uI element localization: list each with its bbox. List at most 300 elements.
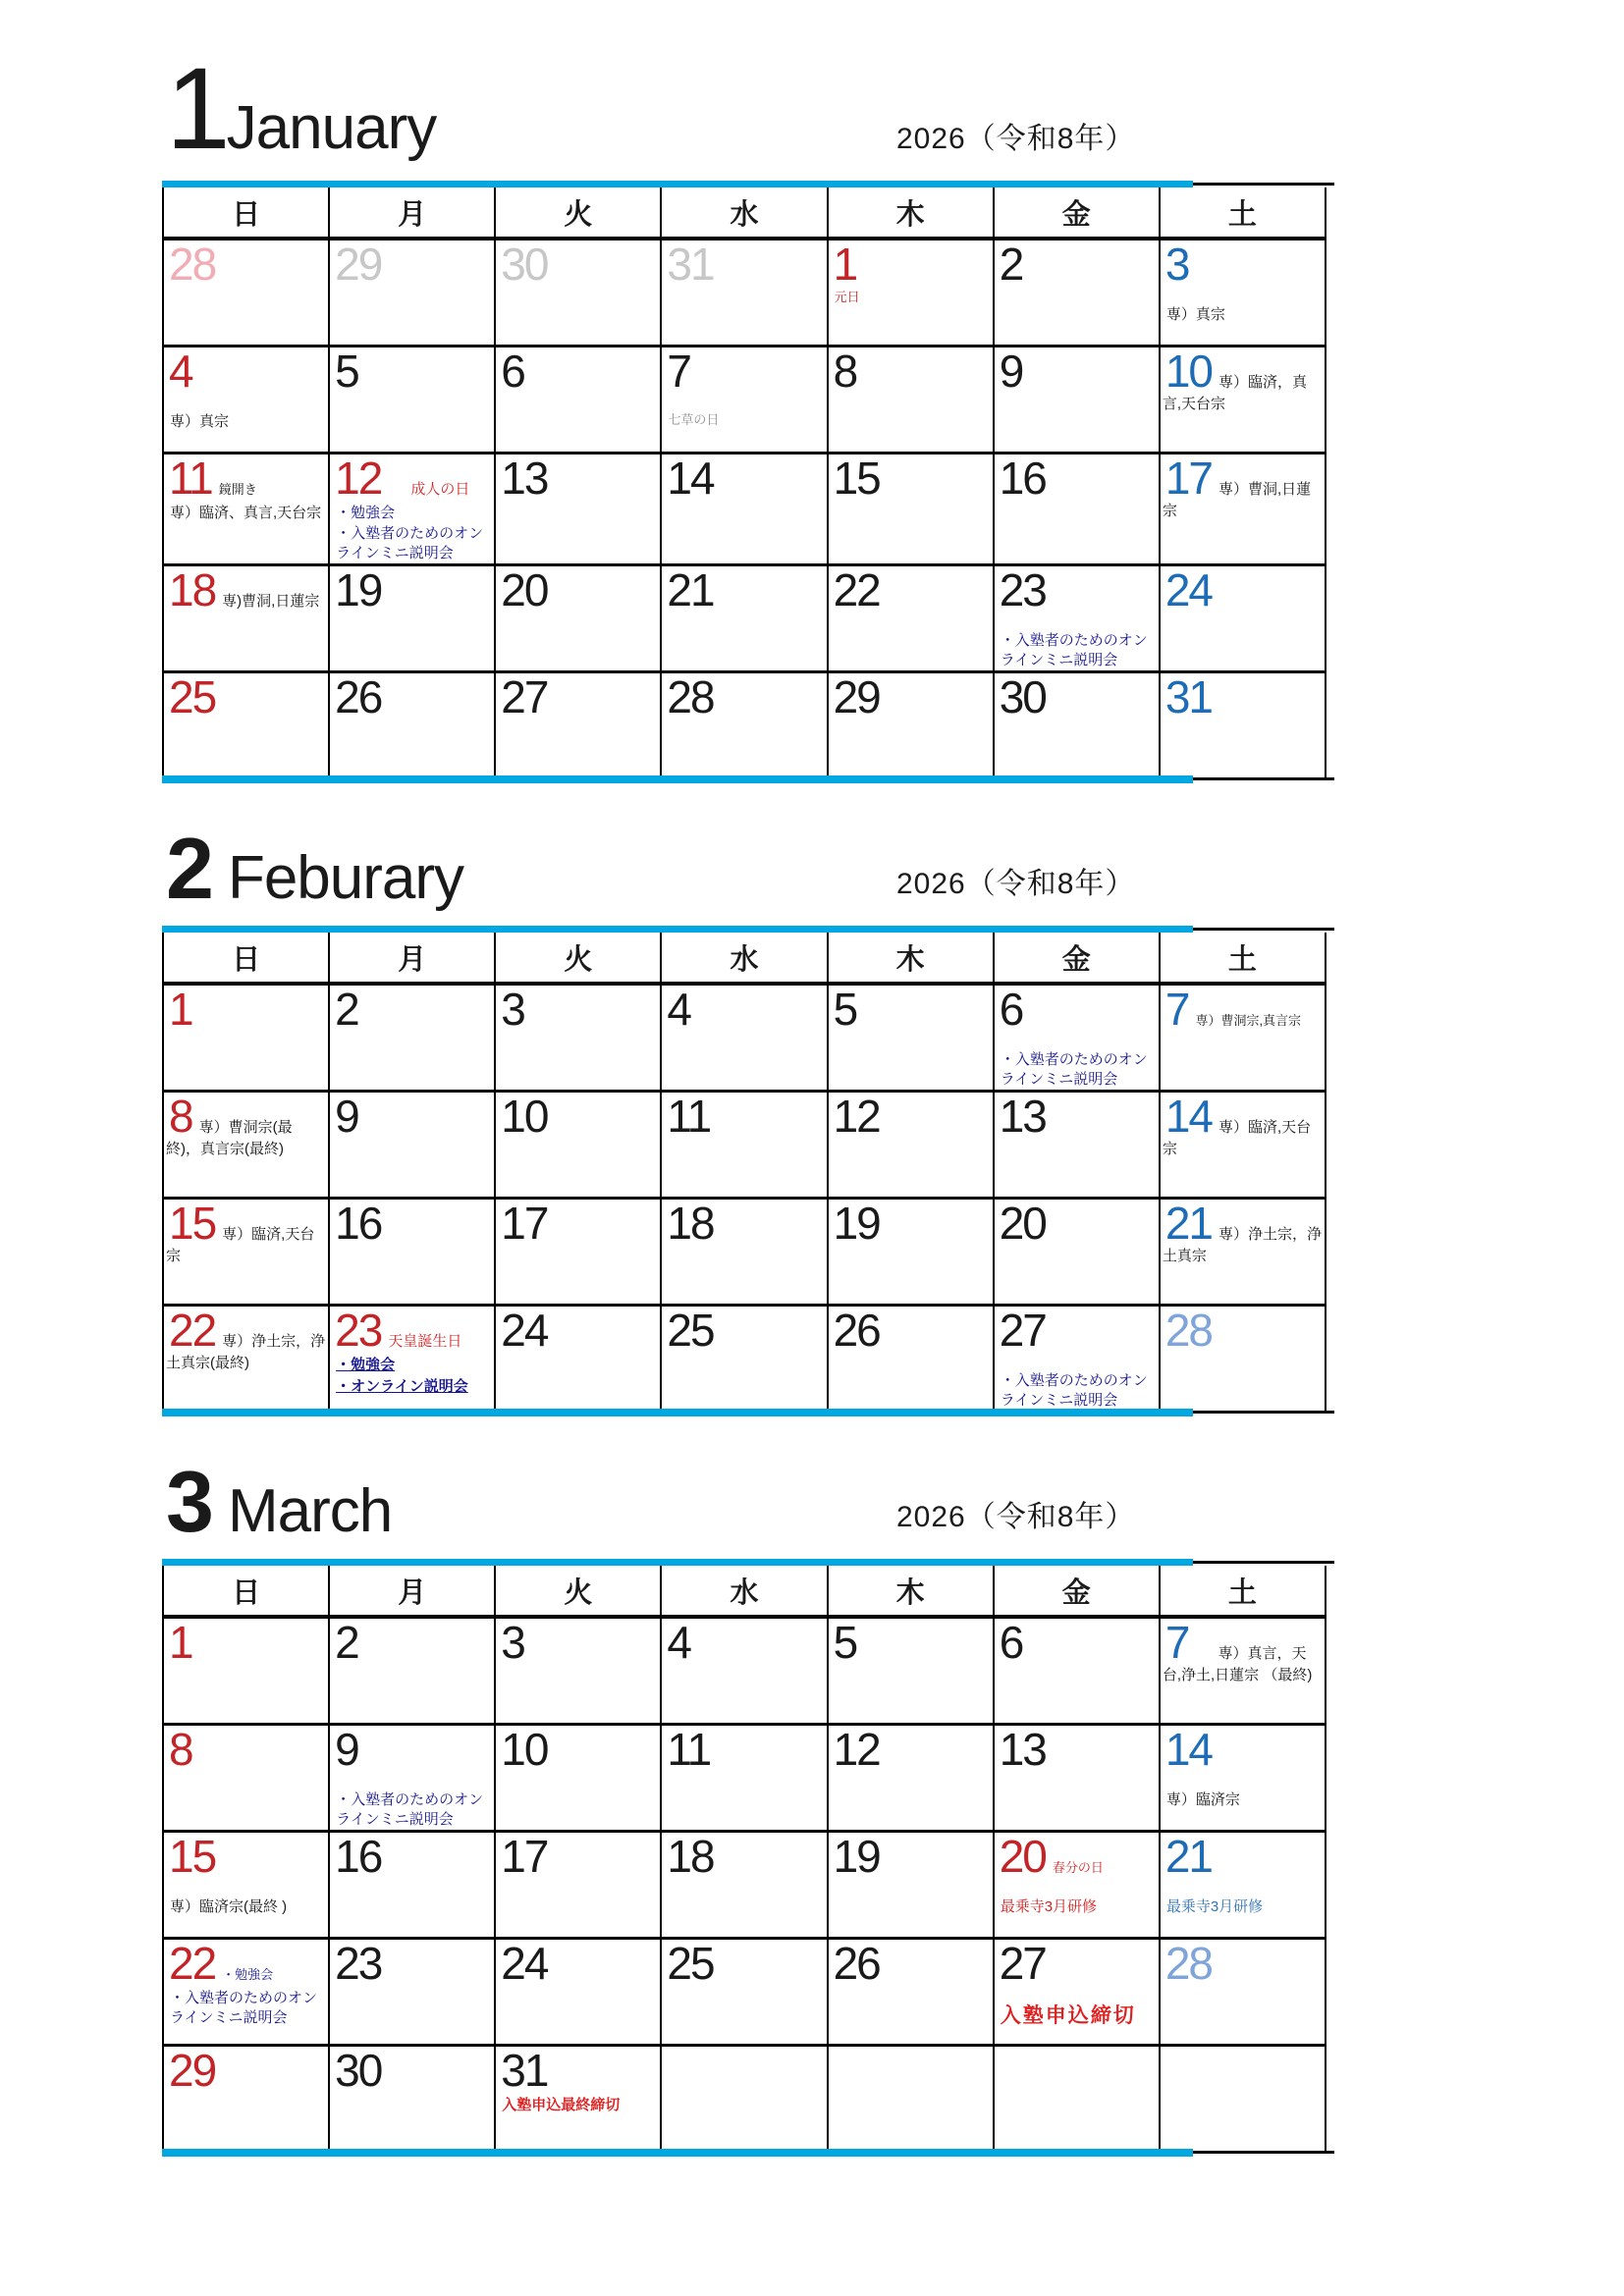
feburary-day-22 bbox=[163, 1306, 329, 1412]
feburary-day-10 bbox=[495, 1092, 661, 1199]
march-day-25 bbox=[661, 1939, 827, 2046]
day-note: 専)曹洞,日蓮宗 bbox=[222, 593, 320, 611]
january-day-6 bbox=[495, 347, 661, 454]
cyan-line-segment bbox=[162, 775, 1193, 783]
day-number: 1 bbox=[169, 984, 192, 1036]
march-day-3 bbox=[495, 1617, 661, 1725]
day-number: 21 bbox=[1164, 1831, 1213, 1883]
day-number: 29 bbox=[169, 2045, 216, 2097]
january-day-27 bbox=[495, 672, 661, 778]
march-day-2 bbox=[329, 1617, 495, 1725]
day-note: 専）真宗 bbox=[1165, 305, 1225, 323]
feburary-day-19 bbox=[828, 1199, 994, 1306]
day-number: 11 bbox=[169, 453, 212, 504]
week-row bbox=[163, 347, 1326, 454]
black-line-segment bbox=[1193, 1561, 1335, 1564]
day-number: 23 bbox=[335, 1938, 382, 1990]
january-day-14 bbox=[661, 454, 827, 565]
day-note: ・入塾者のためのオンラインミニ説明会 bbox=[1000, 1051, 1148, 1088]
cyan-line-segment bbox=[162, 926, 1193, 933]
day-number: 23 bbox=[335, 1305, 382, 1357]
march-day-7 bbox=[1160, 1617, 1326, 1725]
day-number: 19 bbox=[833, 1198, 880, 1250]
calendar-table bbox=[162, 933, 1326, 1411]
day-number: 15 bbox=[833, 453, 880, 504]
day-number: 16 bbox=[999, 453, 1046, 504]
january-day-12 bbox=[329, 454, 495, 565]
march-day-31 bbox=[495, 2046, 661, 2152]
day-number: 20 bbox=[999, 1831, 1046, 1883]
march-day-15 bbox=[163, 1832, 329, 1939]
empty-cell bbox=[661, 2046, 827, 2152]
march-day-22 bbox=[163, 1939, 329, 2046]
feburary-day-17 bbox=[495, 1199, 661, 1306]
march-day-16 bbox=[329, 1832, 495, 1939]
month-number: 2 bbox=[166, 820, 210, 918]
day-note: ・入塾者のためのオンラインミニ説明会 bbox=[1000, 1372, 1148, 1409]
day-number: 31 bbox=[667, 239, 714, 290]
weekday-header: 月 bbox=[329, 187, 495, 239]
year-label: 2026（令和8年） bbox=[896, 868, 1136, 901]
day-number: 31 bbox=[1164, 671, 1213, 723]
weekday-header: 木 bbox=[828, 1566, 994, 1617]
day-number: 13 bbox=[999, 1091, 1046, 1143]
month-title-row bbox=[162, 44, 1326, 174]
empty-cell bbox=[994, 2046, 1160, 2152]
day-number: 8 bbox=[169, 1724, 192, 1776]
day-note: 入塾申込最終締切 bbox=[502, 2097, 621, 2114]
day-number: 10 bbox=[501, 1724, 548, 1776]
day-number: 19 bbox=[833, 1831, 880, 1883]
march-day-18 bbox=[661, 1832, 827, 1939]
day-note: 専）浄土宗，浄土真宗(最終) bbox=[166, 1333, 326, 1372]
day-note: 専）曹洞宗,真言宗 bbox=[1195, 1013, 1302, 1029]
march-day-13 bbox=[994, 1725, 1160, 1832]
day-number: 4 bbox=[169, 346, 192, 397]
march-day-20 bbox=[994, 1832, 1160, 1939]
january-day-4 bbox=[163, 347, 329, 454]
accent-line-top bbox=[162, 1559, 1326, 1566]
day-note: 専）臨済、真言,天台宗 bbox=[170, 504, 322, 521]
day-number: 22 bbox=[169, 1305, 216, 1357]
day-number: 27 bbox=[999, 1938, 1046, 1990]
weekday-header: 日 bbox=[163, 1566, 329, 1617]
day-number: 27 bbox=[999, 1305, 1046, 1357]
january-day-26 bbox=[329, 672, 495, 778]
january-day-20 bbox=[495, 565, 661, 672]
march-day-6 bbox=[994, 1617, 1160, 1725]
january-day-21 bbox=[661, 565, 827, 672]
january-day-22 bbox=[828, 565, 994, 672]
day-note: 入塾申込締切 bbox=[1000, 2004, 1136, 2028]
day-number: 26 bbox=[833, 1938, 880, 1990]
day-note: ・入塾者のためのオンラインミニ説明会 bbox=[336, 525, 484, 561]
march-day-19 bbox=[828, 1832, 994, 1939]
day-number: 9 bbox=[335, 1724, 358, 1776]
day-number: 3 bbox=[501, 1617, 524, 1669]
day-number: 3 bbox=[501, 984, 524, 1036]
accent-line-top bbox=[162, 926, 1326, 933]
day-number: 20 bbox=[999, 1198, 1046, 1250]
week-row bbox=[163, 984, 1326, 1092]
january-day-24 bbox=[1160, 565, 1326, 672]
month-calendar bbox=[162, 1559, 1326, 2156]
weekday-header: 火 bbox=[495, 187, 661, 239]
calendar-body bbox=[163, 984, 1326, 1411]
january-day-28 bbox=[163, 239, 329, 347]
weekday-header: 月 bbox=[329, 1566, 495, 1617]
march-day-4 bbox=[661, 1617, 827, 1725]
day-number: 5 bbox=[833, 984, 857, 1036]
day-number: 13 bbox=[501, 453, 548, 504]
month-section-feburary bbox=[162, 820, 1326, 1415]
january-day-31 bbox=[1160, 672, 1326, 778]
day-note: 最乗寺3月研修 bbox=[1000, 1898, 1098, 1916]
day-note: 天皇誕生日 bbox=[388, 1333, 462, 1351]
feburary-day-9 bbox=[329, 1092, 495, 1199]
month-name: January bbox=[226, 94, 437, 162]
day-note: ・勉強会 bbox=[336, 504, 396, 521]
day-number: 21 bbox=[667, 564, 714, 616]
feburary-day-23 bbox=[329, 1306, 495, 1412]
march-day-23 bbox=[329, 1939, 495, 2046]
january-day-16 bbox=[994, 454, 1160, 565]
weekday-header: 土 bbox=[1160, 933, 1326, 984]
january-day-19 bbox=[329, 565, 495, 672]
day-note: 専）臨済,天台宗 bbox=[166, 1226, 315, 1265]
weekday-header-row bbox=[163, 187, 1326, 239]
weekday-header: 火 bbox=[495, 933, 661, 984]
january-day-30 bbox=[495, 239, 661, 347]
accent-line-bottom bbox=[162, 1409, 1326, 1415]
weekday-header: 月 bbox=[329, 933, 495, 984]
feburary-day-15 bbox=[163, 1199, 329, 1306]
march-day-26 bbox=[828, 1939, 994, 2046]
day-note: 専）真言，天台,浄土,日蓮宗 （最終) bbox=[1162, 1645, 1313, 1684]
day-number: 30 bbox=[999, 671, 1046, 723]
day-number: 2 bbox=[335, 984, 358, 1036]
day-number: 28 bbox=[1164, 1305, 1213, 1357]
day-note: 専）浄土宗，浄土真宗 bbox=[1162, 1226, 1323, 1265]
day-number: 12 bbox=[833, 1091, 880, 1143]
day-number: 17 bbox=[501, 1198, 548, 1250]
january-day-3 bbox=[1160, 239, 1326, 347]
day-note: ・入塾者のためのオンラインミニ説明会 bbox=[1000, 632, 1148, 668]
march-day-5 bbox=[828, 1617, 994, 1725]
black-line-segment bbox=[1193, 1411, 1335, 1414]
day-number: 7 bbox=[667, 346, 691, 397]
feburary-day-12 bbox=[828, 1092, 994, 1199]
empty-cell bbox=[828, 2046, 994, 2152]
accent-line-bottom bbox=[162, 2149, 1326, 2156]
cyan-line-segment bbox=[162, 1559, 1193, 1566]
month-title-row bbox=[162, 820, 1326, 918]
day-number: 6 bbox=[999, 1617, 1023, 1669]
day-number: 7 bbox=[1164, 984, 1189, 1036]
month-section-march bbox=[162, 1453, 1326, 2156]
day-note: 七草の日 bbox=[668, 411, 720, 427]
day-number: 23 bbox=[999, 564, 1046, 616]
month-number: 3 bbox=[166, 1453, 210, 1551]
accent-line-bottom bbox=[162, 775, 1326, 782]
weekday-header: 水 bbox=[661, 187, 827, 239]
day-note: 成人の日 bbox=[410, 481, 470, 498]
feburary-day-21 bbox=[1160, 1199, 1326, 1306]
march-day-9 bbox=[329, 1725, 495, 1832]
january-day-28 bbox=[661, 672, 827, 778]
day-number: 17 bbox=[1164, 453, 1213, 504]
day-number: 21 bbox=[1164, 1198, 1213, 1250]
day-note: 元日 bbox=[834, 289, 860, 304]
weekday-header: 金 bbox=[994, 187, 1160, 239]
day-number: 12 bbox=[833, 1724, 880, 1776]
week-row bbox=[163, 1199, 1326, 1306]
day-number: 10 bbox=[501, 1091, 548, 1143]
day-note: 専）曹洞宗(最終)，真言宗(最終) bbox=[166, 1119, 293, 1158]
week-row bbox=[163, 1939, 1326, 2046]
day-number: 15 bbox=[169, 1198, 216, 1250]
calendar-body bbox=[163, 239, 1326, 777]
day-number: 25 bbox=[667, 1938, 714, 1990]
feburary-day-5 bbox=[828, 984, 994, 1092]
week-row bbox=[163, 1306, 1326, 1412]
day-number: 22 bbox=[169, 1938, 216, 1990]
march-day-29 bbox=[163, 2046, 329, 2152]
day-number: 5 bbox=[335, 346, 358, 397]
day-number: 2 bbox=[335, 1617, 358, 1669]
day-number: 12 bbox=[335, 453, 382, 504]
feburary-day-28 bbox=[1160, 1306, 1326, 1412]
week-row bbox=[163, 1617, 1326, 1725]
january-day-18 bbox=[163, 565, 329, 672]
weekday-header: 水 bbox=[661, 1566, 827, 1617]
calendar-table bbox=[162, 187, 1326, 777]
day-number: 24 bbox=[501, 1305, 548, 1357]
march-day-8 bbox=[163, 1725, 329, 1832]
january-day-15 bbox=[828, 454, 994, 565]
cyan-line-segment bbox=[162, 1409, 1193, 1416]
day-number: 11 bbox=[667, 1724, 711, 1776]
week-row bbox=[163, 672, 1326, 778]
feburary-day-1 bbox=[163, 984, 329, 1092]
weekday-header: 木 bbox=[828, 187, 994, 239]
day-note: ・勉強会 bbox=[336, 1357, 396, 1374]
day-number: 16 bbox=[335, 1831, 382, 1883]
week-row bbox=[163, 1725, 1326, 1832]
day-number: 10 bbox=[1164, 346, 1213, 397]
calendar-body bbox=[163, 1617, 1326, 2151]
day-note: 専）臨済，真言,天台宗 bbox=[1162, 374, 1308, 412]
day-number: 28 bbox=[667, 671, 714, 723]
day-number: 20 bbox=[501, 564, 548, 616]
day-number: 22 bbox=[833, 564, 880, 616]
january-day-30 bbox=[994, 672, 1160, 778]
day-number: 30 bbox=[501, 239, 548, 290]
march-day-10 bbox=[495, 1725, 661, 1832]
day-number: 17 bbox=[501, 1831, 548, 1883]
feburary-day-26 bbox=[828, 1306, 994, 1412]
month-name: March bbox=[227, 1477, 393, 1546]
day-number: 6 bbox=[999, 984, 1023, 1036]
january-day-17 bbox=[1160, 454, 1326, 565]
year-label: 2026（令和8年） bbox=[896, 123, 1136, 155]
march-day-11 bbox=[661, 1725, 827, 1832]
day-number: 29 bbox=[335, 239, 382, 290]
day-note: 最乗寺3月研修 bbox=[1165, 1898, 1264, 1916]
calendar-page bbox=[0, 44, 1624, 2156]
feburary-day-13 bbox=[994, 1092, 1160, 1199]
cyan-line-segment bbox=[162, 2149, 1193, 2157]
day-number: 14 bbox=[1164, 1091, 1213, 1143]
day-note: ・オンライン説明会 bbox=[336, 1377, 468, 1395]
day-note: ・入塾者のためのオンラインミニ説明会 bbox=[170, 1990, 318, 2026]
january-day-29 bbox=[329, 239, 495, 347]
january-day-2 bbox=[994, 239, 1160, 347]
black-line-segment bbox=[1193, 777, 1335, 780]
march-day-12 bbox=[828, 1725, 994, 1832]
day-number: 19 bbox=[335, 564, 382, 616]
january-day-8 bbox=[828, 347, 994, 454]
day-number: 31 bbox=[501, 2045, 548, 2097]
january-day-11 bbox=[163, 454, 329, 565]
day-number: 6 bbox=[501, 346, 524, 397]
week-row bbox=[163, 1092, 1326, 1199]
day-number: 29 bbox=[833, 671, 880, 723]
march-day-30 bbox=[329, 2046, 495, 2152]
day-number: 28 bbox=[169, 239, 216, 290]
march-day-17 bbox=[495, 1832, 661, 1939]
day-note: 専）臨済宗 bbox=[1165, 1791, 1240, 1809]
day-number: 28 bbox=[1164, 1938, 1213, 1990]
day-number: 11 bbox=[667, 1091, 711, 1143]
day-number: 26 bbox=[833, 1305, 880, 1357]
week-row bbox=[163, 454, 1326, 565]
march-day-14 bbox=[1160, 1725, 1326, 1832]
year-label: 2026（令和8年） bbox=[896, 1501, 1136, 1534]
month-number: 1 bbox=[166, 44, 227, 174]
day-note: 専）臨済,天台宗 bbox=[1162, 1119, 1312, 1158]
day-number: 25 bbox=[667, 1305, 714, 1357]
day-note: ・入塾者のためのオンラインミニ説明会 bbox=[336, 1791, 484, 1828]
feburary-day-18 bbox=[661, 1199, 827, 1306]
january-day-29 bbox=[828, 672, 994, 778]
day-number: 1 bbox=[169, 1617, 192, 1669]
day-number: 5 bbox=[833, 1617, 857, 1669]
day-number: 1 bbox=[833, 239, 857, 290]
day-note: 専）真宗 bbox=[170, 412, 230, 430]
day-number: 25 bbox=[169, 671, 216, 723]
day-note: ・勉強会 bbox=[222, 1967, 274, 1983]
black-line-segment bbox=[1193, 183, 1335, 186]
month-name: Feburary bbox=[227, 844, 464, 913]
day-number: 3 bbox=[1164, 239, 1189, 290]
day-number: 14 bbox=[1164, 1724, 1213, 1776]
day-note: 専）臨済宗(最終 ) bbox=[170, 1898, 288, 1916]
weekday-header: 日 bbox=[163, 187, 329, 239]
january-day-23 bbox=[994, 565, 1160, 672]
weekday-header: 土 bbox=[1160, 1566, 1326, 1617]
january-day-31 bbox=[661, 239, 827, 347]
accent-line-top bbox=[162, 181, 1326, 187]
day-number: 15 bbox=[169, 1831, 216, 1883]
week-row bbox=[163, 2046, 1326, 2152]
day-number: 9 bbox=[999, 346, 1023, 397]
day-number: 8 bbox=[833, 346, 857, 397]
feburary-day-25 bbox=[661, 1306, 827, 1412]
day-number: 7 bbox=[1164, 1617, 1189, 1669]
month-title-row bbox=[162, 1453, 1326, 1551]
black-line-segment bbox=[1193, 928, 1335, 931]
day-note: 鏡開き bbox=[218, 482, 257, 497]
day-number: 4 bbox=[667, 984, 691, 1036]
black-line-segment bbox=[1193, 2151, 1335, 2154]
calendar-table bbox=[162, 1566, 1326, 2151]
day-number: 18 bbox=[667, 1198, 714, 1250]
january-day-10 bbox=[1160, 347, 1326, 454]
feburary-day-7 bbox=[1160, 984, 1326, 1092]
feburary-day-4 bbox=[661, 984, 827, 1092]
january-day-25 bbox=[163, 672, 329, 778]
weekday-header: 土 bbox=[1160, 187, 1326, 239]
day-number: 14 bbox=[667, 453, 714, 504]
week-row bbox=[163, 1832, 1326, 1939]
weekday-header: 木 bbox=[828, 933, 994, 984]
weekday-header-row bbox=[163, 1566, 1326, 1617]
day-number: 24 bbox=[501, 1938, 548, 1990]
weekday-header: 金 bbox=[994, 933, 1160, 984]
march-day-1 bbox=[163, 1617, 329, 1725]
day-note: 春分の日 bbox=[1052, 1860, 1104, 1876]
day-number: 4 bbox=[667, 1617, 691, 1669]
march-day-21 bbox=[1160, 1832, 1326, 1939]
march-day-24 bbox=[495, 1939, 661, 2046]
weekday-header-row bbox=[163, 933, 1326, 984]
feburary-day-14 bbox=[1160, 1092, 1326, 1199]
feburary-day-20 bbox=[994, 1199, 1160, 1306]
day-number: 2 bbox=[999, 239, 1023, 290]
week-row bbox=[163, 239, 1326, 347]
weekday-header: 金 bbox=[994, 1566, 1160, 1617]
day-number: 18 bbox=[667, 1831, 714, 1883]
month-calendar bbox=[162, 926, 1326, 1415]
day-number: 18 bbox=[169, 564, 216, 616]
day-note: 専）曹洞,日蓮宗 bbox=[1162, 481, 1312, 519]
day-number: 9 bbox=[335, 1091, 358, 1143]
march-day-28 bbox=[1160, 1939, 1326, 2046]
empty-cell bbox=[1160, 2046, 1326, 2152]
feburary-day-2 bbox=[329, 984, 495, 1092]
january-day-1 bbox=[828, 239, 994, 347]
day-number: 24 bbox=[1164, 564, 1213, 616]
feburary-day-6 bbox=[994, 984, 1160, 1092]
month-section-january bbox=[162, 44, 1326, 782]
cyan-line-segment bbox=[162, 181, 1193, 187]
day-number: 26 bbox=[335, 671, 382, 723]
feburary-day-16 bbox=[329, 1199, 495, 1306]
day-number: 27 bbox=[501, 671, 548, 723]
feburary-day-27 bbox=[994, 1306, 1160, 1412]
january-day-13 bbox=[495, 454, 661, 565]
feburary-day-24 bbox=[495, 1306, 661, 1412]
feburary-day-3 bbox=[495, 984, 661, 1092]
feburary-day-11 bbox=[661, 1092, 827, 1199]
weekday-header: 水 bbox=[661, 933, 827, 984]
feburary-day-8 bbox=[163, 1092, 329, 1199]
month-calendar bbox=[162, 181, 1326, 782]
week-row bbox=[163, 565, 1326, 672]
day-number: 8 bbox=[169, 1091, 192, 1143]
january-day-7 bbox=[661, 347, 827, 454]
